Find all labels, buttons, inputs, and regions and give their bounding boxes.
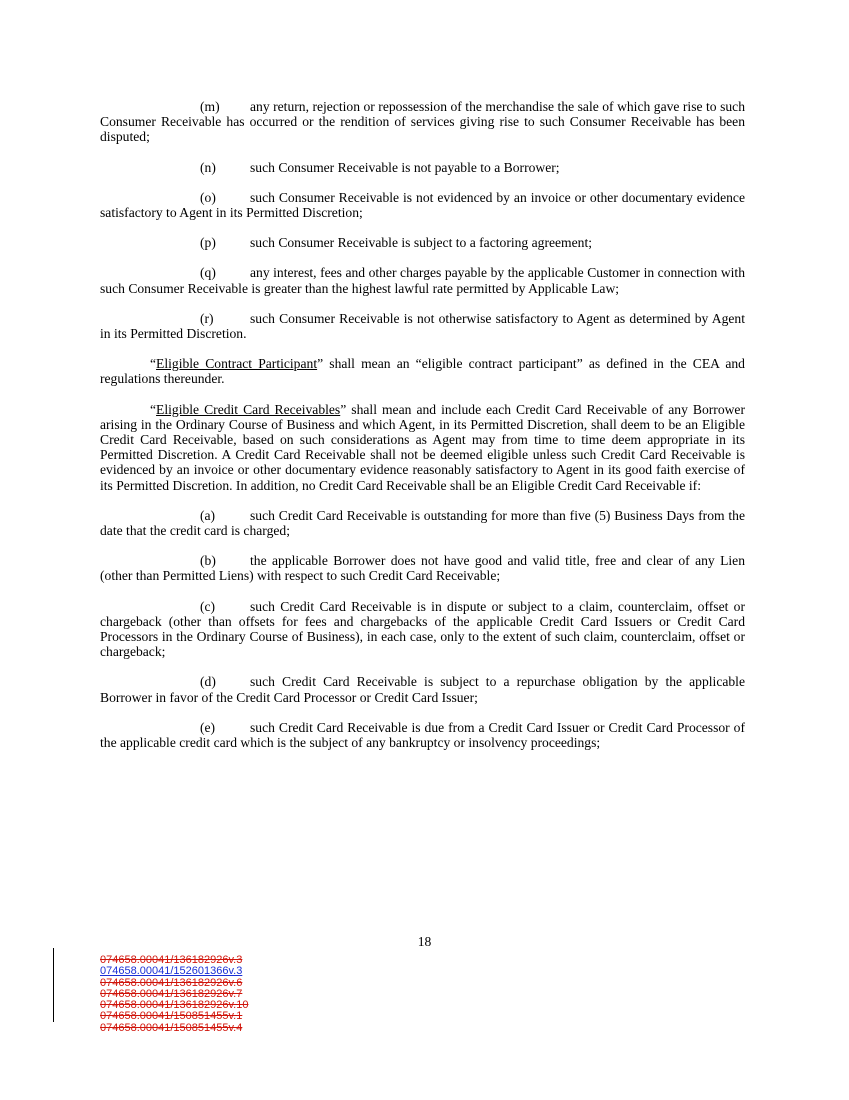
clause-text: the applicable Borrower does not have good and valid title, free and clear of any Lien (other than Permitted Liens) with respect to such Credit Card Receivable; — [100, 553, 745, 584]
clause-m — [100, 99, 745, 145]
clause-label: (r) — [200, 310, 214, 326]
clause-text: such Consumer Receivable is not evidenced by an invoice or other documentary evidence satisfactory to Agent in its Permitted Discretion; — [100, 189, 745, 221]
clause-text: any return, rejection or repossession of the merchandise the sale of which gave rise to such Consumer Receivable has occurred or the rendition of services giving rise to such Consumer Receivable has been disputed; — [100, 99, 745, 145]
clause-text: any interest, fees and other charges payable by the applicable Customer in connection with such Consumer Receivable is greater than the highest lawful rate permitted by Applicable Law; — [100, 265, 745, 296]
clause-label: (d) — [200, 674, 216, 690]
clause-label: (q) — [200, 265, 216, 281]
clause-label: (e) — [200, 719, 216, 735]
clause-label: (p) — [200, 235, 216, 251]
cc-clause-a — [100, 508, 745, 538]
clause-label: (b) — [200, 553, 216, 569]
clause-text: such Credit Card Receivable is subject to a repurchase obligation by the applicable Borrower in favor of the Credit Card Processor or Credit Card Issuer; — [100, 674, 745, 705]
revision-bar — [53, 948, 54, 1022]
clause-text: such Consumer Receivable is not payable to a Borrower; — [250, 159, 560, 175]
open-quote: “ — [150, 356, 157, 372]
clause-n — [100, 160, 745, 175]
clause-text: such Credit Card Receivable is outstanding for more than five (5) Business Days from the date that the credit card is charged; — [100, 507, 745, 539]
doc-id-current: 074658.00041/152601366v.3 — [100, 965, 243, 978]
doc-id-deleted: 074658.00041/136182926v.10 — [100, 999, 249, 1012]
clause-label: (a) — [200, 507, 216, 523]
clause-label: (n) — [200, 159, 216, 175]
clause-label: (c) — [200, 598, 216, 614]
clause-text: such Credit Card Receivable is due from a Credit Card Issuer or Credit Card Processor of the applicable credit card which is the subject of any bankruptcy or insolvency proceedings; — [100, 719, 745, 751]
cc-clause-e — [100, 720, 745, 750]
definition-eligible-credit-card-receivables — [100, 402, 745, 493]
clause-label: (o) — [200, 189, 216, 205]
page-number: 18 — [417, 934, 432, 949]
clause-text: such Consumer Receivable is not otherwise satisfactory to Agent as determined by Agent in its Permitted Discretion. — [100, 310, 745, 342]
clause-text: such Credit Card Receivable is in dispute or subject to a claim, counterclaim, offset or chargeback (other than offsets for fees and chargebacks of the applicable Credit Card Issuers or Credit Card Processors in the Ordinary Course of Business), in each case, only to the extent of such claim, counterclaim, offset or chargeback; — [100, 598, 745, 660]
defined-term: Eligible Credit Card Receivables — [156, 401, 341, 417]
clause-text: such Consumer Receivable is subject to a factoring agreement; — [250, 235, 592, 251]
defined-term: Eligible Contract Participant — [156, 356, 318, 372]
cc-clause-b — [100, 553, 745, 583]
definition-eligible-contract-participant — [100, 356, 745, 386]
clause-label: (m) — [200, 99, 220, 114]
cc-clause-c — [100, 599, 745, 660]
clause-r — [100, 311, 745, 341]
definition-text: ” shall mean and include each Credit Card Receivable of any Borrower arising in the Ordinary Course of Business and which Agent, in its Permitted Discretion, shall deem to be an Eligible Credit Card Receivable, based on such considerations as Agent may from time to time deem appropriate in its Permitted Discretion. A Credit Card Receivable shall not be deemed eligible unless such Credit Card Receivable is evidenced by an invoice or other documentary evidence reasonably satisfactory to Agent in its good faith exercise of its Permitted Discretion. In addition, no Credit Card Receivable shall be an Eligible Credit Card Receivable if: — [100, 401, 745, 493]
doc-id-deleted: 074658.00041/150851455v.1 — [100, 1010, 243, 1023]
document-page — [100, 99, 745, 765]
document-id-footer — [100, 955, 248, 1034]
doc-id-deleted: 074658.00041/150851455v.4 — [100, 1021, 243, 1034]
open-quote: “ — [150, 401, 157, 417]
cc-clause-d — [100, 674, 745, 704]
doc-id-deleted: 074658.00041/136182926v.3 — [100, 954, 243, 966]
doc-id-deleted: 074658.00041/136182926v.7 — [100, 987, 243, 1000]
clause-q — [100, 265, 745, 295]
definition-text: ” shall mean an “eligible contract participant” as defined in the CEA and regulations thereunder. — [100, 356, 745, 387]
clause-o — [100, 190, 745, 220]
doc-id-deleted: 074658.00041/136182926v.6 — [100, 976, 243, 989]
clause-p — [100, 235, 745, 250]
